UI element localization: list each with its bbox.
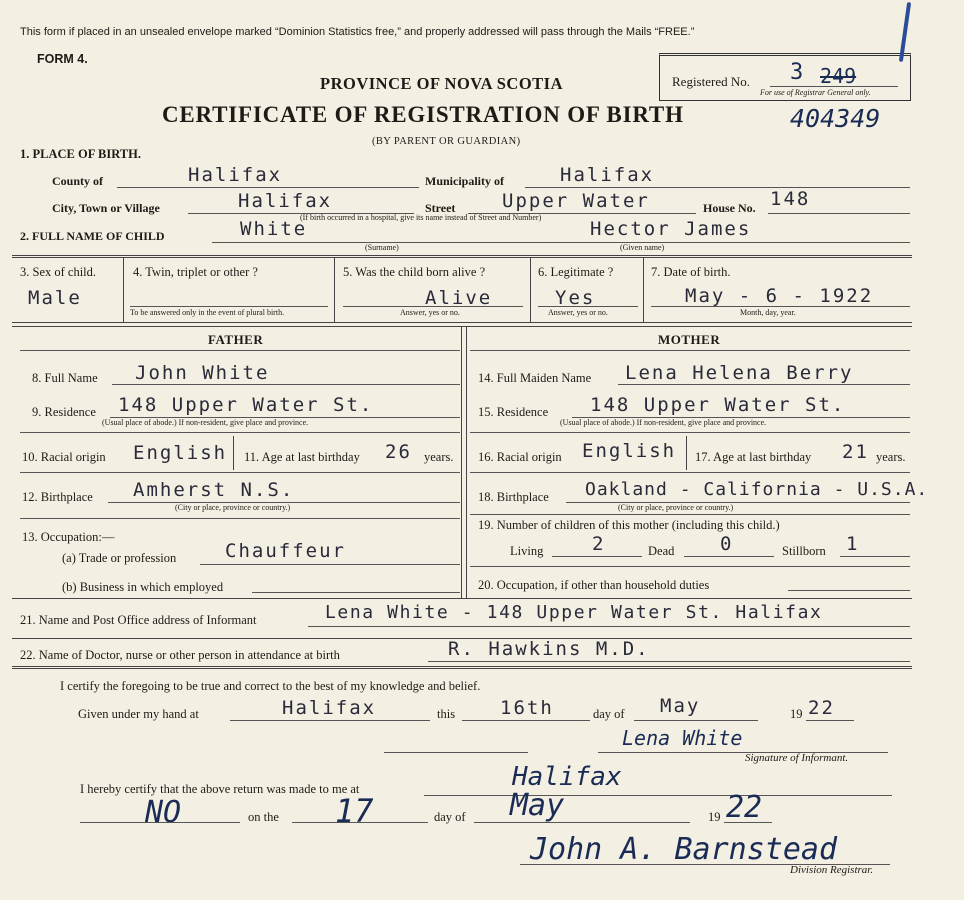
living-label: Living [510, 544, 544, 558]
registrar-prefix-value: NO [145, 795, 182, 830]
city-label: City, Town or Village [52, 201, 160, 215]
given-day-value: 16th [500, 697, 554, 719]
child-given-name-value: Hector James [590, 218, 752, 240]
street-value: Upper Water [502, 190, 650, 212]
father-residence-label: 9. Residence [32, 405, 96, 419]
mother-racial-value: English [582, 440, 677, 462]
child-surname-value: White [240, 218, 308, 240]
registrar-signature-caption: Division Registrar. [790, 864, 874, 876]
mother-birthplace-value: Oakland - California - U.S.A. [585, 479, 929, 500]
dead-label: Dead [648, 544, 675, 558]
certify-statement: I certify the foregoing to be true and correct to the best of my knowledge and belief. [60, 679, 481, 693]
legitimate-note: Answer, yes or no. [548, 308, 608, 317]
street-label: Street [425, 201, 456, 215]
mother-birthplace-note: (City or place, province or country.) [618, 503, 734, 512]
mother-age-value: 21 [842, 441, 869, 463]
father-age-years: years. [424, 450, 454, 464]
legitimate-value: Yes [555, 287, 596, 309]
house-label: House No. [703, 201, 756, 215]
mother-residence-note: (Usual place of abode.) If non-resident, give place and province. [560, 418, 767, 427]
given-this-label: this [437, 707, 456, 721]
father-trade-label: (a) Trade or profession [62, 551, 177, 565]
county-label: County of [52, 174, 104, 188]
mother-racial-label: 16. Racial origin [478, 450, 562, 464]
father-business-label: (b) Business in which employed [62, 580, 224, 594]
mother-name-label: 14. Full Maiden Name [478, 371, 592, 385]
father-occupation-label: 13. Occupation:— [22, 530, 115, 544]
registrar-month-value: May [510, 788, 565, 823]
registrar-on-the-label: on the [248, 810, 279, 824]
municipality-label: Municipality of [425, 174, 505, 188]
mail-note: This form if placed in an unsealed envelope marked “Dominion Statistics free,” and properly addressed will pass through the Mails “FREE.” [20, 26, 695, 38]
mother-residence-label: 15. Residence [478, 405, 549, 419]
children-count-label: 19. Number of children of this mother (including this child.) [478, 518, 780, 532]
mother-age-label: 17. Age at last birthday [695, 450, 812, 464]
sex-label: 3. Sex of child. [20, 265, 97, 279]
registrar-use-note: For use of Registrar General only. [760, 88, 871, 97]
municipality-value: Halifax [560, 164, 655, 186]
certificate-title: CERTIFICATE OF REGISTRATION OF BIRTH [162, 102, 684, 127]
father-age-label: 11. Age at last birthday [244, 450, 360, 464]
registered-struck: 249 [820, 64, 857, 88]
given-year-prefix: 19 [790, 707, 803, 721]
stillborn-value: 1 [846, 533, 860, 555]
given-year-value: 22 [808, 697, 835, 719]
certificate-subtitle: (BY PARENT OR GUARDIAN) [372, 136, 521, 147]
city-value: Halifax [238, 190, 333, 212]
alive-note: Answer, yes or no. [400, 308, 460, 317]
twin-note: To be answered only in the event of plural birth. [130, 308, 285, 317]
father-heading: FATHER [208, 332, 264, 347]
given-day-of-label: day of [593, 707, 625, 721]
doctor-value: R. Hawkins M.D. [448, 638, 650, 660]
certificate-number: 404349 [790, 104, 881, 133]
province-heading: PROVINCE OF NOVA SCOTIA [320, 74, 563, 93]
informant-value: Lena White - 148 Upper Water St. Halifax [325, 602, 823, 623]
form-number: FORM 4. [37, 52, 88, 66]
father-birthplace-value: Amherst N.S. [133, 479, 295, 501]
twin-label: 4. Twin, triplet or other ? [133, 265, 258, 279]
legitimate-label: 6. Legitimate ? [538, 265, 614, 279]
mother-birthplace-label: 18. Birthplace [478, 490, 549, 504]
living-value: 2 [592, 533, 606, 555]
mother-name-value: Lena Helena Berry [625, 362, 854, 384]
registrar-signature: John A. Barnstead [530, 832, 838, 867]
mother-residence-value: 148 Upper Water St. [590, 394, 846, 416]
informant-signature-caption: Signature of Informant. [745, 752, 849, 764]
birth-date-label: 7. Date of birth. [651, 265, 731, 279]
given-name-caption: (Given name) [620, 243, 665, 252]
registrar-year-prefix: 19 [708, 810, 721, 824]
mother-occupation-label: 20. Occupation, if other than household duties [478, 578, 710, 592]
child-name-label: 2. FULL NAME OF CHILD [20, 229, 165, 243]
registered-value: 3 [790, 60, 804, 85]
father-residence-note: (Usual place of abode.) If non-resident, give place and province. [102, 418, 309, 427]
place-of-birth-heading: 1. PLACE OF BIRTH. [20, 147, 141, 161]
birth-date-value: May - 6 - 1922 [685, 285, 874, 307]
father-name-value: John White [135, 362, 270, 384]
registrar-day-of-label: day of [434, 810, 466, 824]
given-label: Given under my hand at [78, 707, 199, 721]
father-racial-value: English [133, 442, 228, 464]
registrar-year-value: 22 [726, 790, 763, 825]
registrar-place-value: Halifax [512, 762, 622, 792]
informant-signature: Lena White [622, 726, 743, 750]
father-age-value: 26 [385, 441, 412, 463]
father-residence-value: 148 Upper Water St. [118, 394, 374, 416]
doctor-label: 22. Name of Doctor, nurse or other person in attendance at birth [20, 648, 340, 662]
sex-value: Male [28, 287, 82, 309]
county-value: Halifax [188, 164, 283, 186]
informant-label: 21. Name and Post Office address of Informant [20, 613, 257, 627]
hospital-note: (If birth occurred in a hospital, give its name instead of Street and Number) [300, 213, 542, 222]
stillborn-label: Stillborn [782, 544, 826, 558]
father-birthplace-note: (City or place, province or country.) [175, 503, 291, 512]
surname-caption: (Surname) [365, 243, 399, 252]
birth-date-note: Month, day, year. [740, 308, 796, 317]
dead-value: 0 [720, 533, 734, 555]
father-trade-value: Chauffeur [225, 540, 346, 562]
alive-label: 5. Was the child born alive ? [343, 265, 486, 279]
registrar-day-value: 17 [335, 792, 374, 830]
mother-heading: MOTHER [658, 332, 721, 347]
father-racial-label: 10. Racial origin [22, 450, 106, 464]
alive-value: Alive [425, 287, 493, 309]
given-place-value: Halifax [282, 697, 377, 719]
registrar-statement: I hereby certify that the above return was made to me at [80, 782, 360, 796]
registered-box [659, 53, 911, 101]
registered-label: Registered No. [672, 74, 750, 89]
given-month-value: May [660, 695, 701, 717]
father-name-label: 8. Full Name [32, 371, 98, 385]
mother-age-years: years. [876, 450, 906, 464]
father-birthplace-label: 12. Birthplace [22, 490, 93, 504]
house-value: 148 [770, 188, 811, 210]
